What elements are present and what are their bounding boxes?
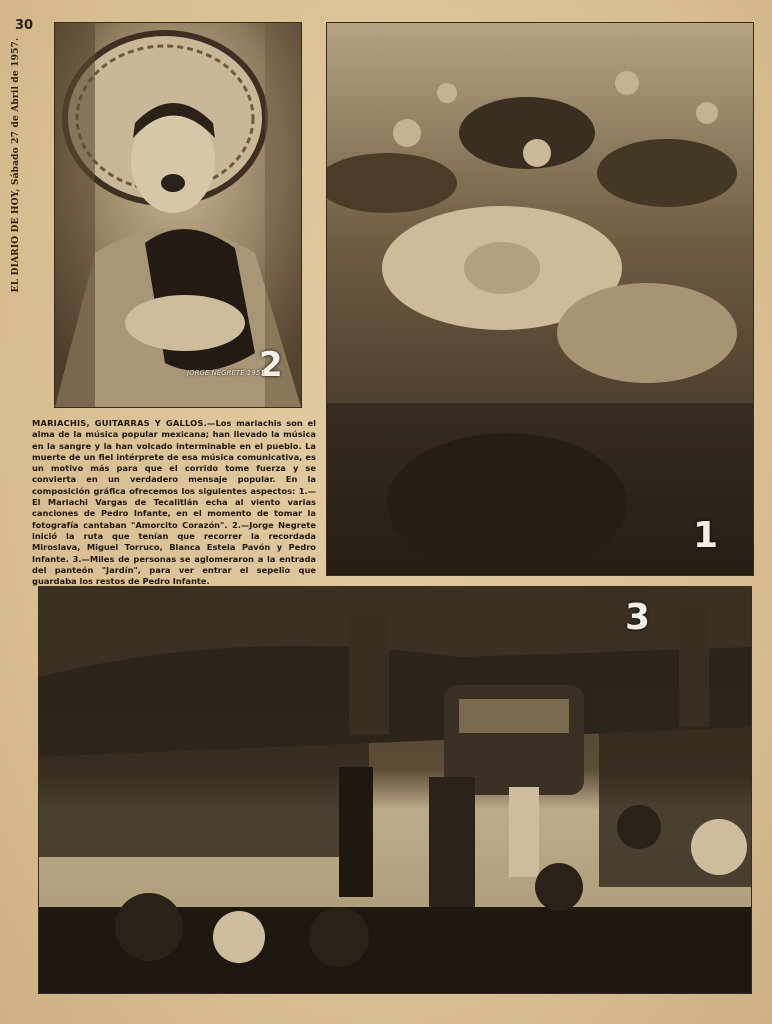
photo-signature: JORGE NEGRETE 1951	[187, 369, 265, 377]
photo-number-3: 3	[625, 597, 651, 638]
photo-number-2: 2	[259, 345, 283, 385]
photo-caption	[32, 418, 316, 587]
page-number: 30	[14, 18, 34, 33]
caption-body: Los mariachis son el alma de la música popular mexicana; han llevado la música en la sangre y la han volcado interminable en el pueblo. La muerte de un fiel intérprete de esa música comunicativa, es un motivo más para que el corrido tome fuerza y se convierta en un verdadero mensaje popular. En la composición gráfica ofrecemos los siguientes aspectos: 1.—El Mariachi Vargas de Tecalitlán echa al viento varias canciones de Pedro Infante, en el momento de tomar la fotografía cantaban "Amorcito Corazón". 2.—Jorge Negrete inició la ruta que tenían que recorrer la recordada Miroslava, Miguel Torruco, Blanca Estela Pavón y Pedro Infante. 3.—Miles de personas se aglomeraron a la entrada del panteón "Jardín", para ver entrar el sepelio que guardaba los restos de Pedro Infante.	[32, 418, 316, 587]
mariachi-crowd-image	[327, 23, 753, 575]
running-head: EL DIARIO DE HOY, Sábado 27 de Abril de 1957.	[11, 37, 21, 293]
photo-cemetery-crowd	[38, 586, 752, 994]
photo-singer-portrait	[54, 22, 302, 408]
photo-mariachi-crowd	[326, 22, 754, 576]
caption-title: MARIACHIS, GUITARRAS Y GALLOS.—	[32, 418, 216, 428]
cemetery-crowd-image	[39, 587, 751, 993]
photo-number-1: 1	[693, 515, 719, 556]
